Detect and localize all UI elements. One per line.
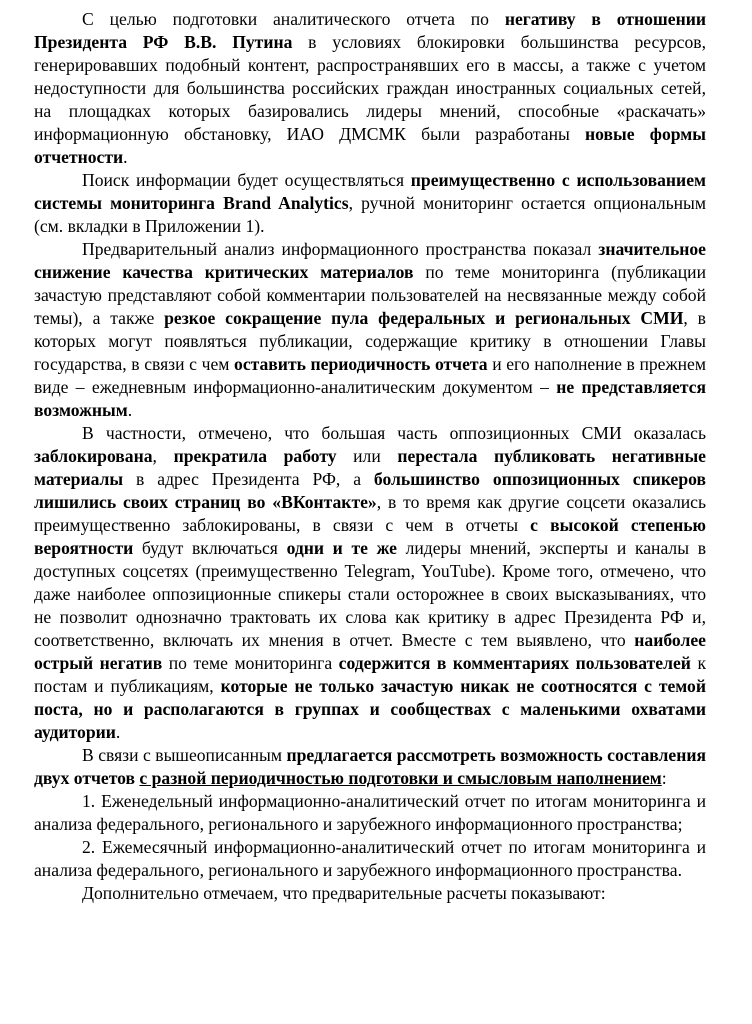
emphasis-text: новые формы отчетности	[34, 124, 706, 167]
body-text: будут включаться	[133, 538, 287, 558]
paragraph-additional-note: Дополнительно отмечаем, что предварительные расчеты показывают:	[82, 883, 606, 903]
body-text: в адрес Президента РФ, а	[123, 469, 374, 489]
body-text: ,	[152, 446, 174, 466]
body-text: .	[127, 400, 133, 420]
body-text: В связи с вышеописанным	[82, 745, 287, 765]
paragraph-purpose	[34, 8, 706, 169]
body-text: Предварительный анализ информационного пространства показал	[82, 239, 599, 259]
emphasis-text: перестала публиковать негативные материалы	[34, 446, 706, 489]
emphasis-text: большинство оппозиционных спикеров лишились своих страниц во «ВКонтакте»	[34, 469, 706, 512]
emphasis-text: не представляется возможным	[34, 377, 707, 420]
emphasis-text: значительное снижение качества критических материалов	[34, 239, 706, 282]
body-text: .	[123, 147, 128, 167]
body-text: , в которых могут появляться публикации, содержащие критику в отношении Главы государства, в связи с чем	[34, 308, 706, 374]
body-text: или	[336, 446, 398, 466]
emphasis-text: оставить периодичность отчета	[234, 354, 488, 374]
emphasis-text: предлагается рассмотреть возможность составления двух отчетов	[34, 745, 706, 788]
body-text: , в то время как другие соцсети оказались преимущественно заблокированы, в связи с чем в отчеты	[34, 492, 706, 535]
body-text: Поиск информации будет осуществляться	[82, 170, 411, 190]
emphasis-text: с высокой степенью вероятности	[34, 515, 706, 558]
emphasis-text: прекратила работу	[173, 446, 337, 466]
body-text: .	[115, 722, 121, 742]
list-item-weekly-report: 1. Еженедельный информационно-аналитический отчет по итогам мониторинга и анализа федерального, регионального и зарубежного информационного пространства;	[34, 791, 706, 834]
body-text: лидеры мнений, эксперты и каналы в доступных соцсетях (преимущественно Telegram, YouTube). Кроме того, отмечено, что даже наиболее оппозиционные спикеры стали осторожнее в своих высказываниях, что не позволит однозначно трактовать их слова как критику в адрес Президента РФ и, соответственно, включать их мнения в отчет. Вместе с тем выявлено, что	[34, 538, 706, 650]
body-text: по теме мониторинга (публикации зачастую представляют собой комментарии пользователей на несвязанные между собой темы), а также	[34, 262, 706, 328]
emphasis-text: негативу в отношении Президента РФ В.В. Путина	[34, 9, 707, 52]
paragraph-preliminary-analysis	[34, 238, 706, 422]
body-text: к постам и публикациям,	[34, 653, 707, 696]
body-text: и его наполнение в прежнем виде – ежедневным информационно-аналитическим документом –	[34, 354, 706, 397]
paragraph-observations	[34, 422, 706, 744]
body-text: :	[661, 768, 667, 788]
body-text: В частности, отмечено, что большая часть оппозиционных СМИ оказалась	[82, 423, 706, 443]
paragraph-proposal	[34, 744, 706, 790]
emphasis-text: одни и те же	[286, 538, 397, 558]
emphasis-text: резкое сокращение пула федеральных и региональных СМИ	[164, 308, 684, 328]
emphasis-text: содержится в комментариях пользователей	[338, 653, 691, 673]
body-text: по теме мониторинга	[162, 653, 339, 673]
paragraph-search-method	[34, 169, 706, 238]
document-page	[34, 8, 706, 905]
body-text: С целью подготовки аналитического отчета по	[82, 9, 505, 29]
emphasis-text: наиболее острый негатив	[34, 630, 706, 673]
emphasis-text: которые не только зачастую никак не соотносятся с темой поста, но и располагаются в группах и сообществах с маленькими охватами аудитории	[34, 676, 706, 742]
emphasis-text: преимущественно с использованием системы мониторинга Brand Analytics	[34, 170, 706, 213]
emphasis-text: заблокирована	[34, 446, 153, 466]
body-text: в условиях блокировки большинства ресурсов, генерировавших подобный контент, распространявших его в массы, а также с учетом недоступности для большинства российских граждан иностранных социальных сетей, на площадках которых базировались лидеры мнений, способные «раскачать» информационную обстановку, ИАО ДМСМК были разработаны	[34, 32, 706, 144]
emphasis-text: с разной периодичностью подготовки и смысловым наполнением	[139, 768, 662, 788]
body-text: , ручной мониторинг остается опциональным (см. вкладки в Приложении 1).	[34, 193, 707, 236]
list-item-monthly-report: 2. Ежемесячный информационно-аналитический отчет по итогам мониторинга и анализа федерального, регионального и зарубежного информационного пространства.	[34, 837, 706, 880]
